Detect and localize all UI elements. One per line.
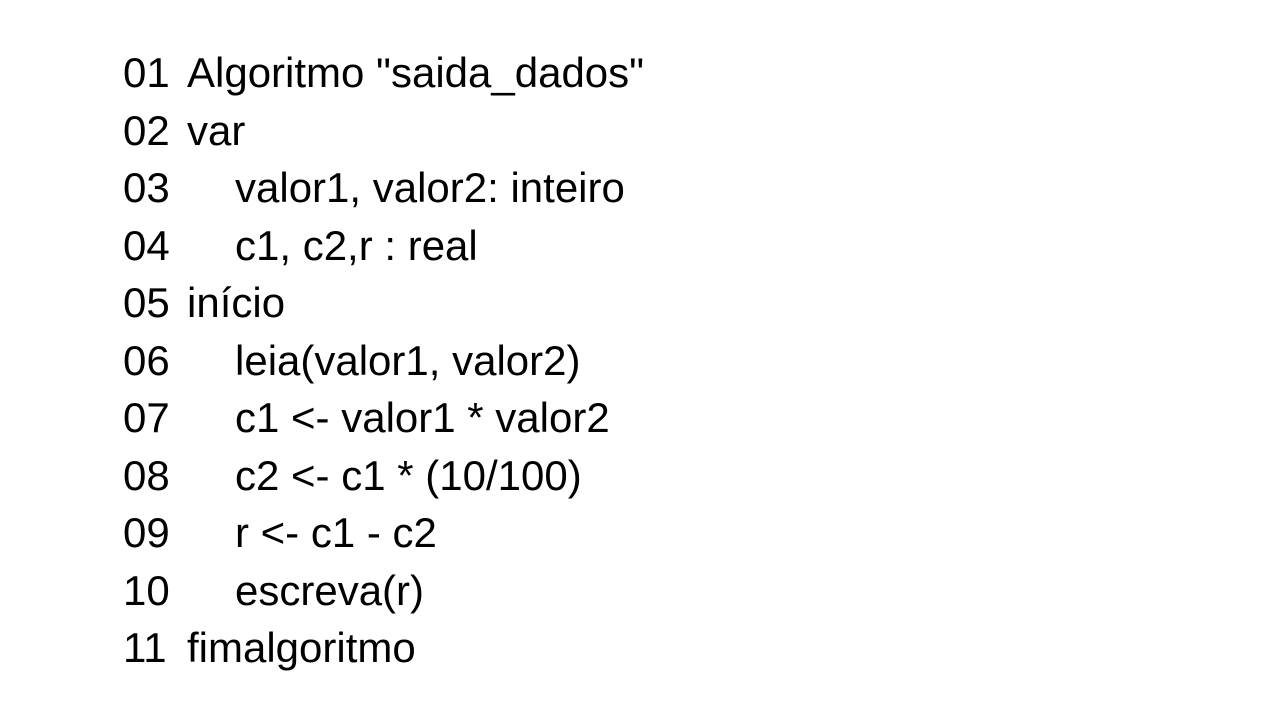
line-text: c2 <- c1 * (10/100)	[235, 451, 582, 499]
code-line	[123, 562, 644, 620]
line-text: fimalgoritmo	[187, 624, 416, 671]
line-number: 03	[123, 164, 170, 211]
pseudocode-listing	[123, 44, 644, 677]
line-number: 02	[123, 106, 170, 154]
code-line	[123, 504, 644, 562]
line-text: c1 <- valor1 * valor2	[235, 394, 610, 441]
line-text: escreva(r)	[235, 566, 425, 614]
line-number: 11	[123, 624, 167, 671]
code-line	[123, 217, 644, 275]
line-number: 09	[123, 509, 170, 556]
line-text: Algoritmo "saida_dados"	[187, 49, 645, 96]
line-number: 05	[123, 279, 170, 326]
line-text: valor1, valor2: inteiro	[235, 164, 625, 211]
line-text: leia(valor1, valor2)	[235, 336, 581, 384]
line-text: var	[187, 106, 246, 154]
line-text: início	[187, 279, 286, 326]
line-number: 08	[123, 451, 170, 499]
line-number: 04	[123, 221, 170, 269]
code-line	[123, 274, 644, 332]
line-number: 10	[123, 566, 170, 614]
line-number: 07	[123, 394, 170, 441]
line-text: r <- c1 - c2	[235, 509, 437, 556]
code-line	[123, 159, 644, 217]
code-line	[123, 44, 644, 102]
code-line	[123, 619, 644, 677]
line-number: 06	[123, 336, 170, 384]
code-line	[123, 102, 644, 160]
code-line	[123, 447, 644, 505]
line-number: 01	[123, 49, 170, 96]
code-line	[123, 389, 644, 447]
code-line	[123, 332, 644, 390]
line-text: c1, c2,r : real	[235, 221, 478, 269]
